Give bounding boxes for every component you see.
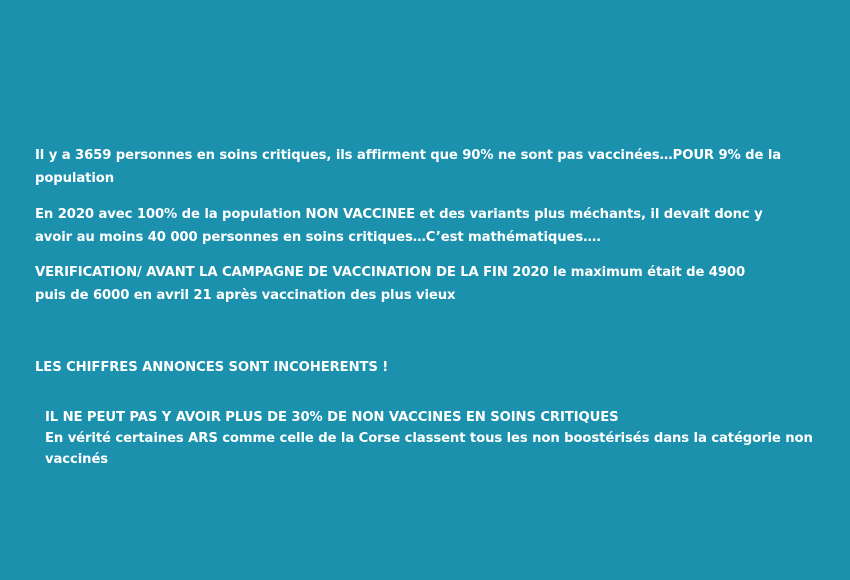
text-line: avoir au moins 40 000 personnes en soins critiques…C’est mathématiques…. [35, 230, 602, 245]
paragraph-critical-care-count [35, 144, 805, 190]
paragraph-2020-comparison [35, 203, 805, 249]
text-line: VERIFICATION/ AVANT LA CAMPAGNE DE VACCINATION DE LA FIN 2020 le maximum était de 4900 [35, 265, 746, 280]
paragraph-conclusion [45, 407, 835, 470]
paragraph-verification [35, 261, 805, 307]
text-line: En 2020 avec 100% de la population NON VACCINEE et des variants plus méchants, il devait donc y [35, 207, 763, 222]
text-line: vaccinés [45, 452, 109, 467]
text-line: population [35, 171, 115, 186]
paragraph-incoherent-figures [35, 356, 805, 379]
text-line: puis de 6000 en avril 21 après vaccination des plus vieux [35, 288, 456, 303]
text-line: IL NE PEUT PAS Y AVOIR PLUS DE 30% DE NON VACCINES EN SOINS CRITIQUES [45, 410, 619, 425]
text-line: Il y a 3659 personnes en soins critiques, ils affirment que 90% ne sont pas vaccinées…POUR 9% de la [35, 148, 782, 163]
text-line: En vérité certaines ARS comme celle de la Corse classent tous les non boostérisés dans la catégorie non [45, 431, 813, 446]
text-line: LES CHIFFRES ANNONCES SONT INCOHERENTS ! [35, 360, 389, 375]
